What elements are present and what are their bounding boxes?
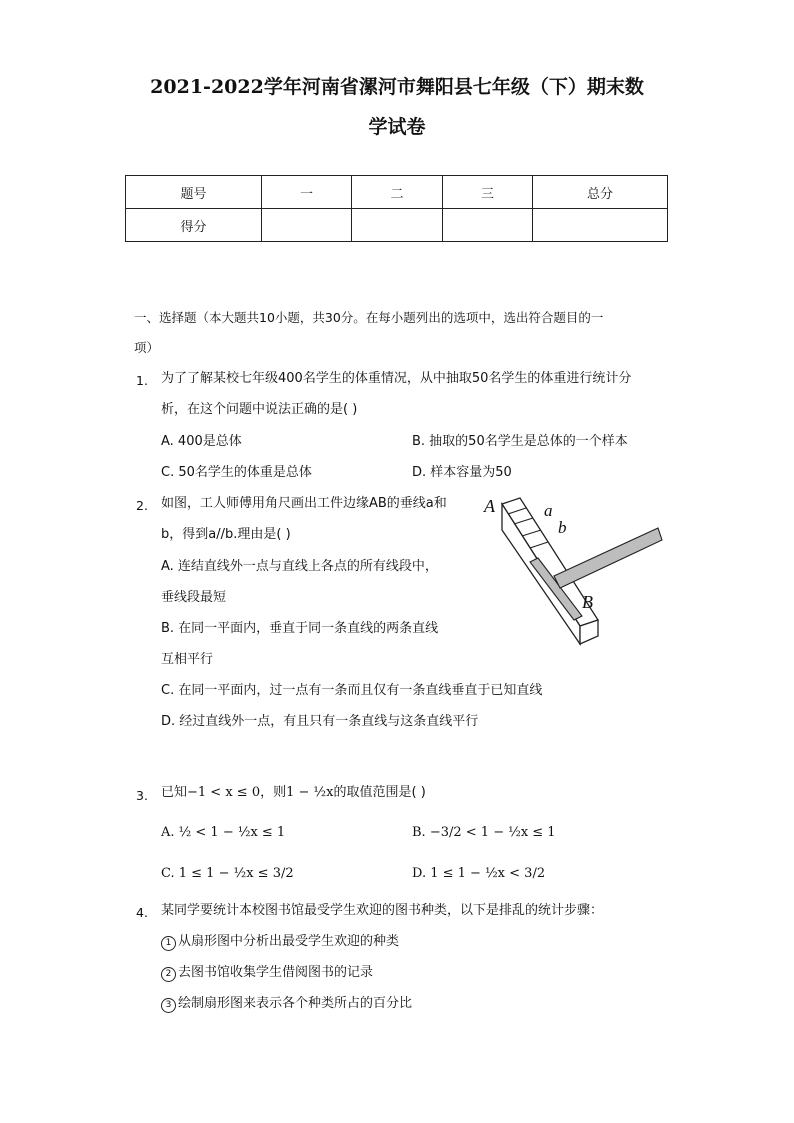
circled-number-icon: 3 [161, 998, 176, 1013]
q3-stem [161, 784, 426, 802]
score-cell[interactable] [352, 209, 443, 242]
score-cell[interactable] [262, 209, 352, 242]
q3-option-a[interactable]: A. ½ < 1 − ½x ≤ 1 [161, 825, 286, 840]
q4-stem: 某同学要统计本校图书馆最受学生欢迎的图书种类，以下是排乱的统计步骤： [161, 903, 604, 918]
section-heading: 一、选择题（本大题共10小题，共30分。在每小题列出的选项中，选出符合题目的一 [134, 310, 604, 325]
score-table-header-row [126, 176, 668, 209]
label-b-point: B [582, 592, 593, 612]
header-cell: 总分 [533, 176, 668, 209]
q4-number: 4. [136, 905, 148, 920]
q2-option-a[interactable]: A. 连结直线外一点与直线上各点的所有线段中， [161, 559, 438, 574]
q4-step-text: 绘制扇形图来表示各个种类所占的百分比 [178, 996, 413, 1011]
score-table-score-row [126, 209, 668, 242]
q1-number: 1. [136, 373, 148, 388]
q3-option-d[interactable]: D. 1 ≤ 1 − ½x < 3/2 [412, 866, 546, 881]
q2-stem-cont: b，得到a//b.理由是( ) [161, 527, 291, 542]
q1-option-b[interactable]: B. 抽取的50名学生是总体的一个样本 [412, 434, 628, 449]
q3-stem-pre: 已知 [161, 785, 188, 800]
q2-stem: 如图，工人师傅用角尺画出工件边缘AB的垂线a和 [161, 496, 447, 511]
q3-option-b[interactable]: B. −3/2 < 1 − ½x ≤ 1 [412, 825, 556, 840]
section-heading-cont: 项） [134, 340, 160, 355]
q1-option-a[interactable]: A. 400是总体 [161, 434, 242, 449]
q1-option-d[interactable]: D. 样本容量为50 [412, 465, 512, 480]
q1-stem: 为了了解某校七年级400名学生的体重情况，从中抽取50名学生的体重进行统计分 [161, 371, 632, 386]
exam-title-line2: 学试卷 [368, 116, 426, 138]
workpiece-square-figure [478, 492, 668, 647]
q2-option-c[interactable]: C. 在同一平面内，过一点有一条而且仅有一条直线垂直于已知直线 [161, 683, 543, 698]
q1-option-c[interactable]: C. 50名学生的体重是总体 [161, 465, 312, 480]
label-line-a: a [544, 501, 553, 520]
score-table [125, 175, 668, 242]
exam-title-line1: 2021-2022学年河南省漯河市舞阳县七年级（下）期末数 [150, 76, 644, 98]
circled-number-icon: 2 [161, 967, 176, 982]
q3-stem-post: 的取值范围是( ) [333, 785, 426, 800]
q2-option-d[interactable]: D. 经过直线外一点，有且只有一条直线与这条直线平行 [161, 714, 479, 729]
q3-expression: 1 − ½x [286, 785, 334, 800]
header-cell: 一 [262, 176, 352, 209]
circled-number-icon: 1 [161, 936, 176, 951]
q4-step-2 [161, 964, 373, 982]
q2-option-b-cont: 互相平行 [161, 652, 214, 667]
header-cell: 二 [352, 176, 443, 209]
score-cell[interactable] [533, 209, 668, 242]
q2-option-a-cont: 垂线段最短 [161, 590, 227, 605]
q4-step-text: 去图书馆收集学生借阅图书的记录 [178, 965, 374, 980]
score-cell[interactable] [443, 209, 533, 242]
label-a-point: A [484, 496, 495, 516]
label-line-b: b [558, 518, 567, 537]
q4-step-1 [161, 933, 399, 951]
q3-stem-mid: ，则 [260, 785, 287, 800]
q3-option-c[interactable]: C. 1 ≤ 1 − ½x ≤ 3/2 [161, 866, 294, 881]
q2-option-b[interactable]: B. 在同一平面内，垂直于同一条直线的两条直线 [161, 621, 439, 636]
q3-number: 3. [136, 788, 148, 803]
q2-number: 2. [136, 498, 148, 513]
q1-stem-cont: 析，在这个问题中说法正确的是( ) [161, 402, 358, 417]
q4-step-3 [161, 995, 412, 1013]
q3-condition: −1 < x ≤ 0 [187, 785, 261, 800]
q4-step-text: 从扇形图中分析出最受学生欢迎的种类 [178, 934, 400, 949]
header-cell: 题号 [126, 176, 262, 209]
score-row-label: 得分 [126, 209, 262, 242]
header-cell: 三 [443, 176, 533, 209]
